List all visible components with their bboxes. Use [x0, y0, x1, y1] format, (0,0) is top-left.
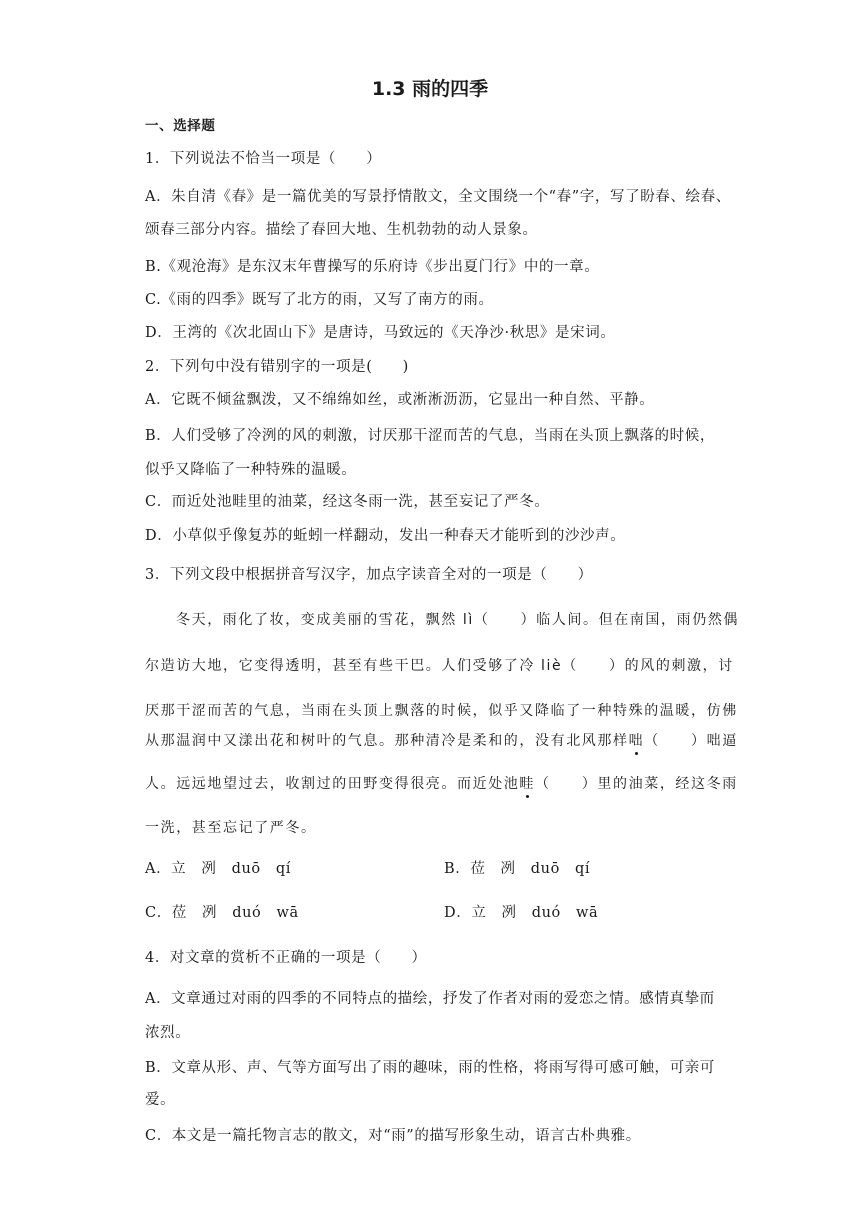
q1-option-b: B.《观沧海》是东汉末年曹操写的乐府诗《步出夏门行》中的一章。 — [145, 259, 600, 275]
q3-passage-line: 一洗，甚至忘记了严冬。 — [145, 820, 317, 836]
q3-passage-line: 冬天，雨化了妆，变成美丽的雪花，飘然 lì（ ）临人间。但在南国，雨仍然偶 — [176, 612, 740, 628]
q3-passage-line — [145, 773, 738, 793]
passage-text: （ ）咄逼 — [644, 733, 738, 749]
q2-option-b: B．人们受够了冷洌的风的刺激，讨厌那干涩而苦的气息，当雨在头顶上飘落的时候， — [145, 428, 715, 444]
q1-option-a-cont: 颂春三部分内容。描绘了春回大地、生机勃勃的动人景象。 — [145, 222, 538, 238]
passage-text: 人。远远地望过去，收割过的田野变得很亮。而近处池 — [145, 776, 520, 792]
page-title: 1.3 雨的四季 — [371, 78, 489, 100]
section-heading: 一、选择题 — [145, 118, 216, 134]
q3-option-c: C．莅 冽 duó wā — [145, 905, 299, 921]
q2-stem: 2．下列句中没有错别字的一项是( ) — [145, 359, 409, 375]
q4-option-b: B．文章从形、声、气等方面写出了雨的趣味，雨的性格，将雨写得可感可触，可亲可 — [145, 1060, 715, 1076]
q3-passage-line — [145, 730, 738, 750]
passage-text: （ ）里的油菜，经这冬雨 — [535, 776, 738, 792]
q3-option-d: D．立 冽 duó wā — [444, 905, 599, 921]
q3-option-a: A．立 冽 duō qí — [145, 861, 291, 877]
passage-text: 从那温润中又漾出花和树叶的气息。那种清冷是柔和的，没有北风那样 — [145, 733, 629, 749]
dotted-char: 畦 — [519, 776, 536, 792]
q1-stem: 1．下列说法不恰当一项是（ ） — [145, 151, 382, 167]
q3-option-b: B．莅 冽 duō qí — [444, 861, 591, 877]
q3-passage-line: 厌那干涩而苦的气息，当雨在头顶上飘落的时候，似乎又降临了一种特殊的温暖，仿佛 — [145, 703, 738, 719]
q1-option-d: D．王湾的《次北固山下》是唐诗，马致远的《天净沙·秋思》是宋词。 — [145, 325, 616, 341]
q1-option-c: C.《雨的四季》既写了北方的雨，又写了南方的雨。 — [145, 292, 494, 308]
q3-passage-line: 尔造访大地，它变得透明，甚至有些干巴。人们受够了冷 liè（ ）的风的刺激，讨 — [145, 658, 734, 674]
q2-option-b-cont: 似乎又降临了一种特殊的温暖。 — [145, 462, 357, 478]
q4-option-c: C．本文是一篇托物言志的散文，对“雨”的描写形象生动，语言古朴典雅。 — [145, 1128, 641, 1144]
q2-option-a: A．它既不倾盆飘泼，又不绵绵如丝，或淅淅沥沥，它显出一种自然、平静。 — [145, 392, 655, 408]
q1-option-a: A．朱自清《春》是一篇优美的写景抒情散文，全文围绕一个“春”字，写了盼春、绘春、 — [145, 189, 731, 205]
q3-stem: 3．下列文段中根据拼音写汉字，加点字读音全对的一项是（ ） — [145, 567, 593, 583]
dotted-char: 咄 — [628, 733, 645, 749]
q4-option-b-cont: 爱。 — [145, 1092, 176, 1108]
q2-option-c: C．而近处池畦里的油菜，经这冬雨一洗，甚至妄记了严冬。 — [145, 494, 550, 510]
q4-option-a: A．文章通过对雨的四季的不同特点的描绘，抒发了作者对雨的爱恋之情。感情真挚而 — [145, 991, 715, 1007]
q4-option-a-cont: 浓烈。 — [145, 1025, 191, 1041]
q2-option-d: D．小草似乎像复苏的蚯蚓一样翻动，发出一种春天才能听到的沙沙声。 — [145, 528, 626, 544]
q4-stem: 4．对文章的赏析不正确的一项是（ ） — [145, 950, 427, 966]
